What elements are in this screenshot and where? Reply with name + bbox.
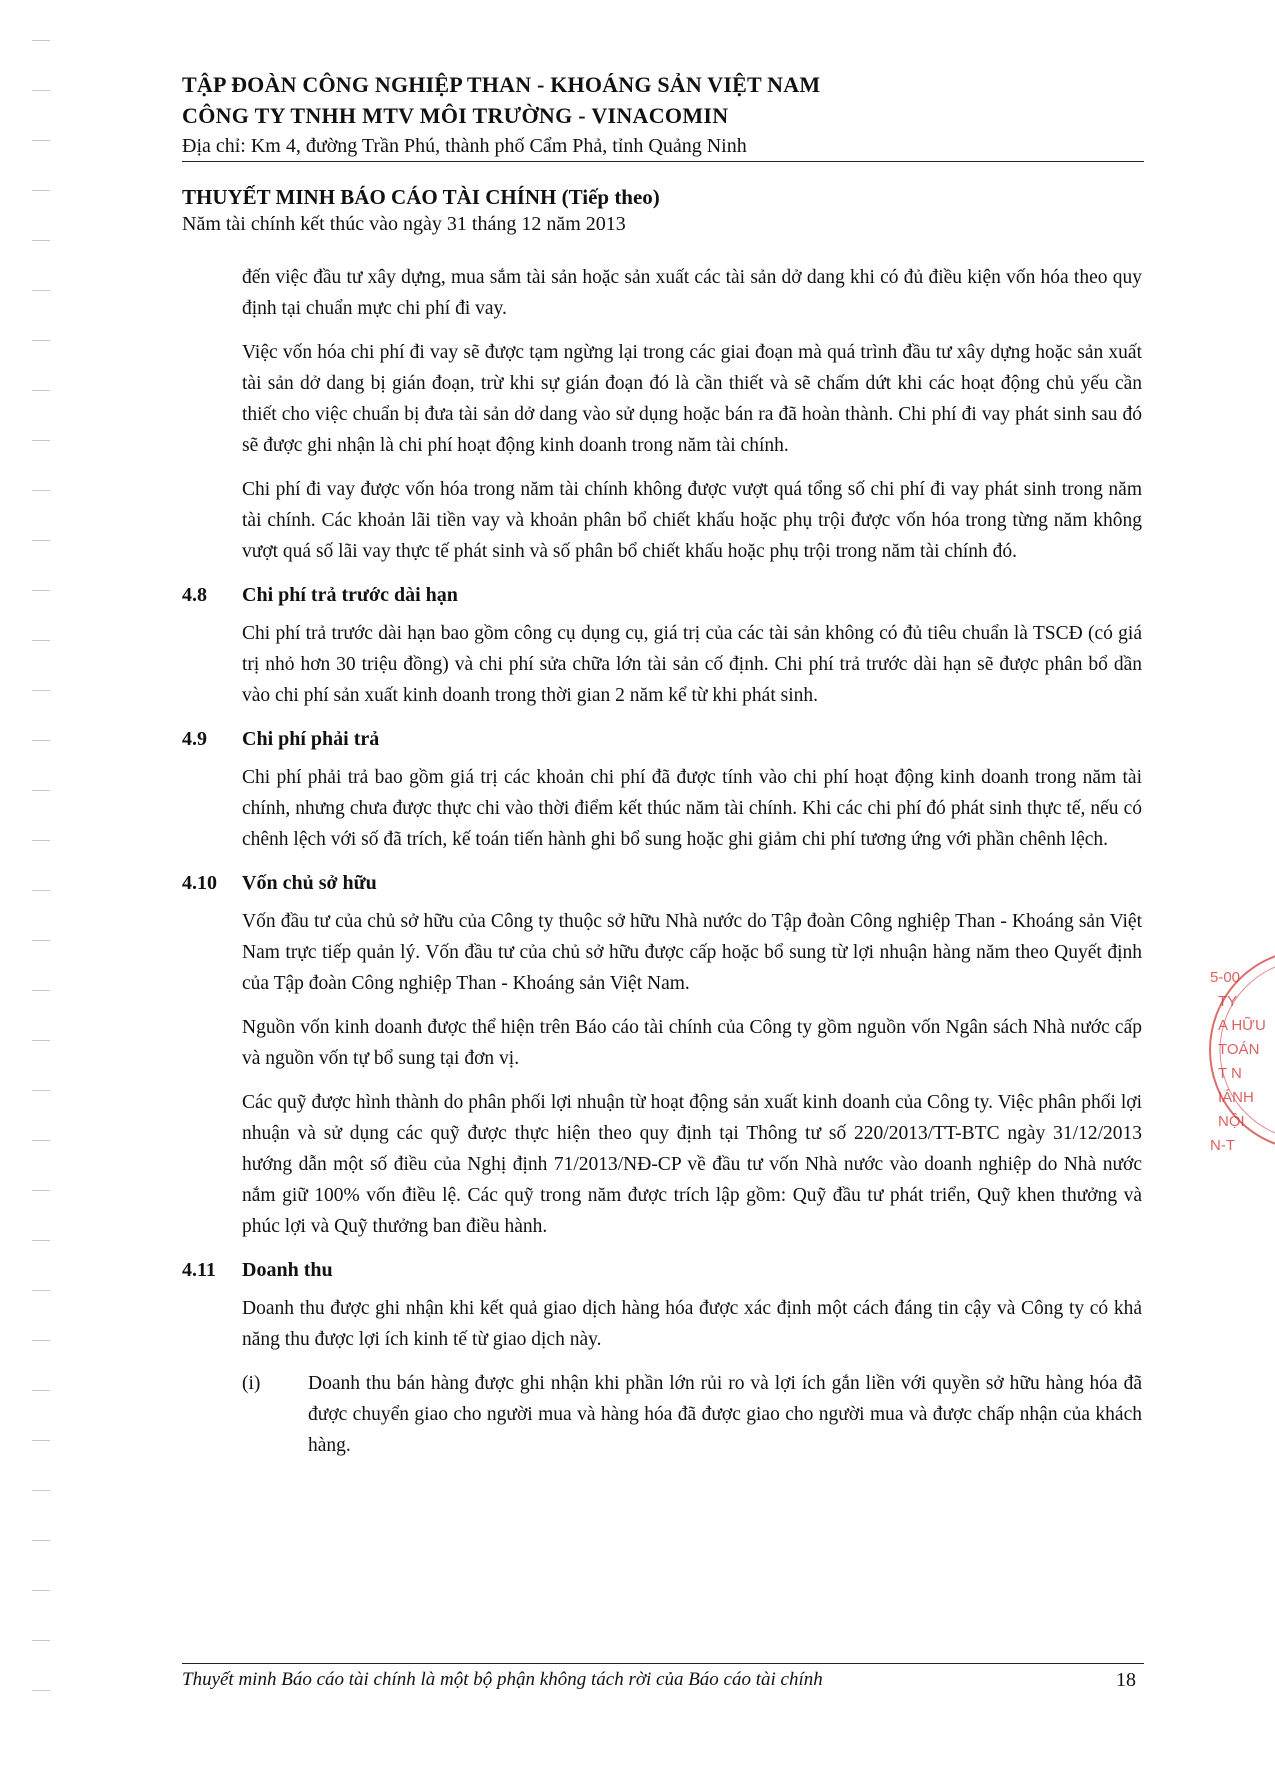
paragraph: Các quỹ được hình thành do phân phối lợi nhuận từ hoạt động sản xuất kinh doanh của Công ty. Việc phân phối lợi nhuận và sử dụng các quỹ được thực hiện theo quy định tại Thông tư số 220/2013/TT-BTC ngày 31/12/2013 hướng dẫn một số điều của Nghị định 71/2013/NĐ-CP về đầu tư vốn Nhà nước vào doanh nghiệp do Nhà nước nắm giữ 100% vốn điều lệ. Các quỹ trong năm được trích lập gồm: Quỹ đầu tư phát triển, Quỹ khen thưởng và phúc lợi và Quỹ thưởng ban điều hành. xyxy=(242,1092,1142,1237)
header-divider xyxy=(182,161,1144,162)
margin-tick xyxy=(32,240,50,241)
section-number: 4.10 xyxy=(182,872,217,894)
seal-text-fragment: TY xyxy=(1218,993,1238,1010)
margin-tick xyxy=(32,490,50,491)
margin-tick xyxy=(32,990,50,991)
margin-tick xyxy=(32,1190,50,1191)
report-body xyxy=(182,262,1142,1461)
seal-text-fragment: A HỮU xyxy=(1218,1017,1266,1034)
section-title: Doanh thu xyxy=(242,1259,333,1281)
report-period: Năm tài chính kết thúc vào ngày 31 tháng 12 năm 2013 xyxy=(182,213,626,235)
section-number: 4.9 xyxy=(182,728,207,750)
list-item xyxy=(242,1368,1142,1461)
margin-tick xyxy=(32,440,50,441)
paragraph: Vốn đầu tư của chủ sở hữu của Công ty thuộc sở hữu Nhà nước do Tập đoàn Công nghiệp Than - Khoáng sản Việt Nam trực tiếp quản lý. Vốn đầu tư của chủ sở hữu được cấp hoặc bổ sung từ lợi nhuận hàng năm theo Quyết định của Tập đoàn Công nghiệp Than - Khoáng sản Việt Nam. xyxy=(242,911,1142,994)
paragraph: đến việc đầu tư xây dựng, mua sắm tài sản hoặc sản xuất các tài sản dở dang khi có đủ điều kiện vốn hóa theo quy định tại chuẩn mực chi phí đi vay. xyxy=(242,267,1142,319)
margin-tick xyxy=(32,90,50,91)
margin-tick xyxy=(32,1440,50,1441)
seal-text-fragment: IÁNH xyxy=(1218,1089,1254,1106)
margin-tick xyxy=(32,1540,50,1541)
section-number: 4.8 xyxy=(182,584,207,606)
margin-tick xyxy=(32,140,50,141)
paragraph: Chi phí trả trước dài hạn bao gồm công cụ dụng cụ, giá trị của các tài sản không có đủ tiêu chuẩn là TSCĐ (có giá trị nhỏ hơn 30 triệu đồng) và chi phí sửa chữa lớn tài sản cố định. Chi phí trả trước dài hạn sẽ được phân bổ dần vào chi phí sản xuất kinh doanh trong thời gian 2 năm kể từ khi phát sinh. xyxy=(242,623,1142,706)
seal-text-fragment: T N xyxy=(1218,1065,1242,1082)
margin-tick xyxy=(32,190,50,191)
margin-tick xyxy=(32,1290,50,1291)
section-heading-4-10 xyxy=(182,868,1142,898)
margin-tick xyxy=(32,390,50,391)
margin-tick xyxy=(32,1590,50,1591)
margin-tick xyxy=(32,40,50,41)
section-heading-4-11 xyxy=(182,1255,1142,1285)
margin-tick xyxy=(32,1090,50,1091)
margin-tick xyxy=(32,690,50,691)
margin-tick xyxy=(32,1640,50,1641)
paragraph: Doanh thu được ghi nhận khi kết quả giao dịch hàng hóa được xác định một cách đáng tin cậy và Công ty có khả năng thu được lợi ích kinh tế từ giao dịch này. xyxy=(242,1298,1142,1350)
paragraph: Chi phí đi vay được vốn hóa trong năm tài chính không được vượt quá tổng số chi phí đi vay phát sinh trong năm tài chính. Các khoản lãi tiền vay và khoản phân bổ chiết khấu hoặc phụ trội được vốn hóa trong từng năm không vượt quá số lãi vay thực tế phát sinh và số phân bổ chiết khấu hoặc phụ trội trong năm tài chính đó. xyxy=(242,479,1142,562)
paragraph: Chi phí phải trả bao gồm giá trị các khoản chi phí đã được tính vào chi phí hoạt động kinh doanh trong năm tài chính, nhưng chưa được thực chi vào thời điểm kết thúc năm tài chính. Khi các chi phí đó phát sinh thực tế, nếu có chênh lệch với số đã trích, kế toán tiến hành ghi bổ sung hoặc ghi giảm chi phí tương ứng với phần chênh lệch. xyxy=(242,767,1142,850)
page-number: 18 xyxy=(1116,1669,1136,1691)
section-number: 4.11 xyxy=(182,1259,216,1281)
section-title: Vốn chủ sở hữu xyxy=(242,872,377,894)
margin-tick xyxy=(32,1390,50,1391)
margin-tick xyxy=(32,740,50,741)
seal-text-fragment: NỘI xyxy=(1218,1113,1245,1130)
margin-tick xyxy=(32,640,50,641)
section-title: Chi phí phải trả xyxy=(242,728,380,750)
margin-tick xyxy=(32,790,50,791)
section-heading-4-8 xyxy=(182,580,1142,610)
margin-tick xyxy=(32,1240,50,1241)
margin-tick xyxy=(32,1040,50,1041)
margin-tick xyxy=(32,540,50,541)
seal-text-fragment: 5-00 xyxy=(1210,969,1241,986)
margin-tick xyxy=(32,1490,50,1491)
report-heading xyxy=(182,183,1142,237)
paragraph: Việc vốn hóa chi phí đi vay sẽ được tạm ngừng lại trong các giai đoạn mà quá trình đầu tư xây dựng hoặc sản xuất tài sản dở dang bị gián đoạn, trừ khi sự gián đoạn đó là cần thiết và sẽ chấm dứt khi các hoạt động chủ yếu cần thiết cho việc chuẩn bị đưa tài sản dở dang vào sử dụng hoặc bán ra đã hoàn thành. Chi phí đi vay phát sinh sau đó sẽ được ghi nhận là chi phí hoạt động kinh doanh trong năm tài chính. xyxy=(242,342,1142,456)
margin-tick xyxy=(32,590,50,591)
margin-tick xyxy=(32,290,50,291)
group-name: TẬP ĐOÀN CÔNG NGHIỆP THAN - KHOÁNG SẢN VIỆT NAM xyxy=(182,72,821,97)
company-name: CÔNG TY TNHH MTV MÔI TRƯỜNG - VINACOMIN xyxy=(182,103,729,128)
margin-tick xyxy=(32,840,50,841)
page-header xyxy=(182,70,1142,160)
page-footer xyxy=(182,1667,1144,1693)
seal-text-fragment: TOÁN xyxy=(1218,1041,1260,1058)
red-seal-stamp xyxy=(1200,940,1275,1170)
margin-tick xyxy=(32,890,50,891)
margin-tick xyxy=(32,1140,50,1141)
footer-note: Thuyết minh Báo cáo tài chính là một bộ phận không tách rời của Báo cáo tài chính xyxy=(182,1669,823,1690)
report-title: THUYẾT MINH BÁO CÁO TÀI CHÍNH (Tiếp theo) xyxy=(182,185,660,209)
margin-tick xyxy=(32,340,50,341)
list-item-text: Doanh thu bán hàng được ghi nhận khi phần lớn rủi ro và lợi ích gắn liền với quyền sở hữu hàng hóa đã được chuyển giao cho người mua và hàng hóa đã được giao cho người mua và được chấp nhận của khách hàng. xyxy=(308,1373,1142,1456)
section-heading-4-9 xyxy=(182,724,1142,754)
margin-tick xyxy=(32,1340,50,1341)
margin-tick xyxy=(32,1690,50,1691)
section-title: Chi phí trả trước dài hạn xyxy=(242,584,458,606)
list-item-label: (i) xyxy=(242,1373,261,1394)
binding-margin-marks xyxy=(32,40,52,1740)
company-address: Địa chỉ: Km 4, đường Trần Phú, thành phố Cẩm Phả, tỉnh Quảng Ninh xyxy=(182,135,747,157)
paragraph: Nguồn vốn kinh doanh được thể hiện trên Báo cáo tài chính của Công ty gồm nguồn vốn Ngân sách Nhà nước cấp và nguồn vốn tự bổ sung tại đơn vị. xyxy=(242,1017,1142,1069)
seal-text-fragment: N-T xyxy=(1210,1137,1235,1154)
footer-divider xyxy=(182,1663,1144,1664)
margin-tick xyxy=(32,940,50,941)
